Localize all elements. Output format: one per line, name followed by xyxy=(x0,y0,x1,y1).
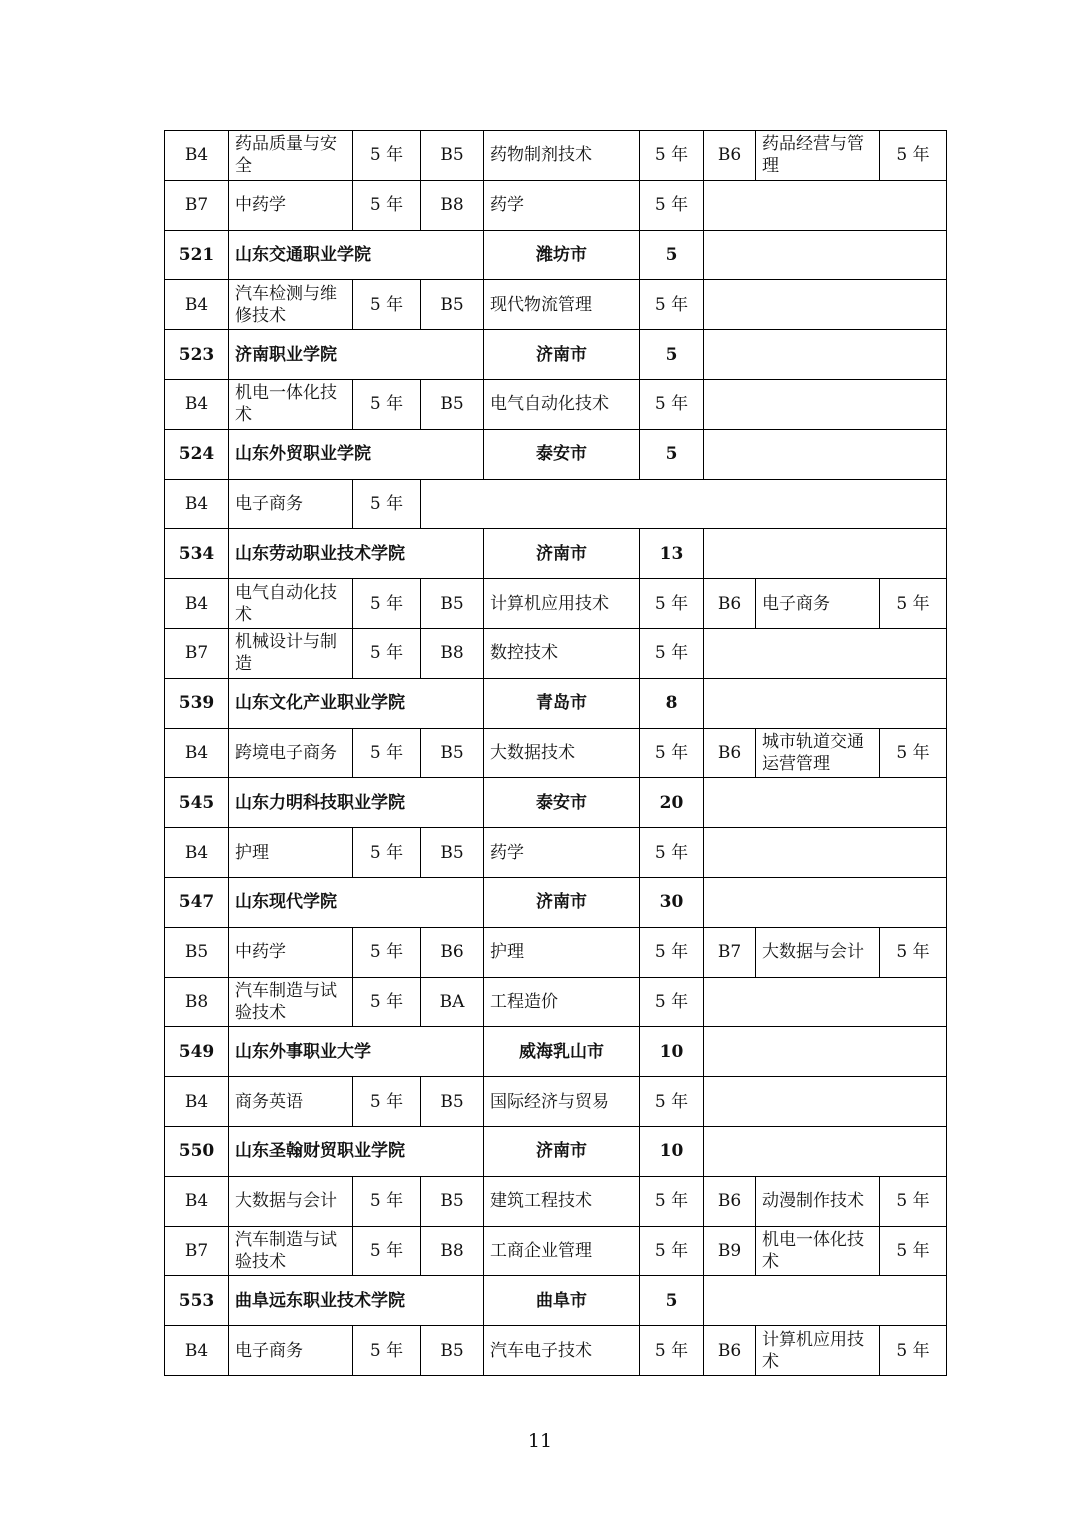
major-name: 动漫制作技术 xyxy=(756,1176,880,1226)
major-name: 大数据与会计 xyxy=(756,927,880,977)
major-row xyxy=(165,131,947,181)
empty-cell xyxy=(704,778,947,828)
major-code: B4 xyxy=(165,579,229,629)
page-number: 11 xyxy=(527,1430,553,1452)
major-code: B5 xyxy=(421,828,484,878)
major-code: B5 xyxy=(421,728,484,778)
enrollment-count: 13 xyxy=(640,529,704,579)
school-name: 济南职业学院 xyxy=(229,330,484,380)
school-city: 青岛市 xyxy=(484,678,640,728)
major-code: B4 xyxy=(165,280,229,330)
major-row xyxy=(165,927,947,977)
school-city: 曲阜市 xyxy=(484,1276,640,1326)
enrollment-count: 10 xyxy=(640,1126,704,1176)
major-duration: 5 年 xyxy=(640,927,704,977)
major-duration: 5 年 xyxy=(880,728,947,778)
major-duration: 5 年 xyxy=(640,1326,704,1376)
major-duration: 5 年 xyxy=(880,1176,947,1226)
empty-cell xyxy=(704,379,947,429)
empty-cell xyxy=(704,1126,947,1176)
major-duration: 5 年 xyxy=(353,180,421,230)
school-city: 济南市 xyxy=(484,1126,640,1176)
major-duration: 5 年 xyxy=(353,280,421,330)
major-code: B4 xyxy=(165,131,229,181)
major-name: 电子商务 xyxy=(229,1326,353,1376)
major-duration: 5 年 xyxy=(640,1077,704,1127)
major-name: 中药学 xyxy=(229,927,353,977)
major-row xyxy=(165,1226,947,1276)
major-name: 电气自动化技术 xyxy=(484,379,640,429)
empty-cell xyxy=(704,1077,947,1127)
major-duration: 5 年 xyxy=(640,1226,704,1276)
school-name: 山东圣翰财贸职业学院 xyxy=(229,1126,484,1176)
major-name: 汽车制造与试验技术 xyxy=(229,977,353,1027)
major-code: B5 xyxy=(165,927,229,977)
major-row xyxy=(165,628,947,678)
major-duration: 5 年 xyxy=(640,828,704,878)
major-row xyxy=(165,1326,947,1376)
major-name: 电气自动化技术 xyxy=(229,579,353,629)
major-name: 汽车检测与维修技术 xyxy=(229,280,353,330)
major-name: 大数据与会计 xyxy=(229,1176,353,1226)
school-code: 547 xyxy=(165,877,229,927)
major-row xyxy=(165,828,947,878)
major-code: B7 xyxy=(165,180,229,230)
school-name: 山东劳动职业技术学院 xyxy=(229,529,484,579)
enrollment-count: 20 xyxy=(640,778,704,828)
enrollment-count: 5 xyxy=(640,230,704,280)
school-row xyxy=(165,1276,947,1326)
major-code: B6 xyxy=(704,1176,756,1226)
major-name: 护理 xyxy=(229,828,353,878)
empty-cell xyxy=(704,330,947,380)
school-row xyxy=(165,877,947,927)
major-code: B8 xyxy=(421,628,484,678)
major-duration: 5 年 xyxy=(640,728,704,778)
major-name: 汽车电子技术 xyxy=(484,1326,640,1376)
major-code: B5 xyxy=(421,579,484,629)
school-name: 山东外贸职业学院 xyxy=(229,429,484,479)
major-duration: 5 年 xyxy=(640,628,704,678)
major-name: 机电一体化技术 xyxy=(756,1226,880,1276)
major-name: 电子商务 xyxy=(229,479,353,529)
major-duration: 5 年 xyxy=(353,579,421,629)
major-code: B6 xyxy=(704,1326,756,1376)
major-code: BA xyxy=(421,977,484,1027)
major-duration: 5 年 xyxy=(640,1176,704,1226)
empty-cell xyxy=(704,877,947,927)
major-name: 城市轨道交通运营管理 xyxy=(756,728,880,778)
empty-cell xyxy=(704,1027,947,1077)
major-duration: 5 年 xyxy=(353,1226,421,1276)
major-name: 商务英语 xyxy=(229,1077,353,1127)
major-code: B4 xyxy=(165,1077,229,1127)
major-code: B6 xyxy=(704,728,756,778)
school-name: 山东交通职业学院 xyxy=(229,230,484,280)
major-row xyxy=(165,728,947,778)
school-city: 威海乳山市 xyxy=(484,1027,640,1077)
empty-cell xyxy=(704,429,947,479)
major-name: 汽车制造与试验技术 xyxy=(229,1226,353,1276)
school-name: 山东文化产业职业学院 xyxy=(229,678,484,728)
major-code: B6 xyxy=(704,579,756,629)
major-duration: 5 年 xyxy=(353,379,421,429)
major-duration: 5 年 xyxy=(353,1077,421,1127)
school-row xyxy=(165,529,947,579)
empty-cell xyxy=(704,1276,947,1326)
school-row xyxy=(165,429,947,479)
empty-cell xyxy=(704,529,947,579)
school-code: 550 xyxy=(165,1126,229,1176)
school-row xyxy=(165,778,947,828)
major-name: 电子商务 xyxy=(756,579,880,629)
major-name: 数控技术 xyxy=(484,628,640,678)
major-duration: 5 年 xyxy=(353,1176,421,1226)
major-name: 中药学 xyxy=(229,180,353,230)
major-code: B5 xyxy=(421,280,484,330)
major-code: B7 xyxy=(165,628,229,678)
major-name: 建筑工程技术 xyxy=(484,1176,640,1226)
major-duration: 5 年 xyxy=(880,927,947,977)
school-city: 潍坊市 xyxy=(484,230,640,280)
school-code: 524 xyxy=(165,429,229,479)
major-code: B8 xyxy=(165,977,229,1027)
empty-cell xyxy=(704,828,947,878)
school-row xyxy=(165,330,947,380)
major-name: 机械设计与制造 xyxy=(229,628,353,678)
major-code: B5 xyxy=(421,1176,484,1226)
school-code: 534 xyxy=(165,529,229,579)
major-duration: 5 年 xyxy=(640,379,704,429)
major-name: 药品经营与管理 xyxy=(756,131,880,181)
major-code: B5 xyxy=(421,379,484,429)
major-code: B6 xyxy=(421,927,484,977)
major-name: 机电一体化技术 xyxy=(229,379,353,429)
enrollment-count: 5 xyxy=(640,1276,704,1326)
school-row xyxy=(165,1126,947,1176)
school-code: 539 xyxy=(165,678,229,728)
empty-cell xyxy=(704,678,947,728)
major-name: 计算机应用技术 xyxy=(756,1326,880,1376)
major-duration: 5 年 xyxy=(353,131,421,181)
major-code: B5 xyxy=(421,1326,484,1376)
enrollment-count: 30 xyxy=(640,877,704,927)
major-name: 大数据技术 xyxy=(484,728,640,778)
major-row xyxy=(165,1176,947,1226)
major-duration: 5 年 xyxy=(353,628,421,678)
major-name: 计算机应用技术 xyxy=(484,579,640,629)
major-name: 跨境电子商务 xyxy=(229,728,353,778)
empty-cell xyxy=(421,479,947,529)
school-code: 553 xyxy=(165,1276,229,1326)
major-name: 药学 xyxy=(484,180,640,230)
major-code: B4 xyxy=(165,479,229,529)
major-name: 国际经济与贸易 xyxy=(484,1077,640,1127)
school-code: 521 xyxy=(165,230,229,280)
admissions-table xyxy=(164,130,947,1376)
major-duration: 5 年 xyxy=(353,977,421,1027)
major-row xyxy=(165,977,947,1027)
major-code: B7 xyxy=(165,1226,229,1276)
major-code: B8 xyxy=(421,1226,484,1276)
major-code: B4 xyxy=(165,828,229,878)
major-name: 药品质量与安全 xyxy=(229,131,353,181)
school-code: 545 xyxy=(165,778,229,828)
major-row xyxy=(165,1077,947,1127)
school-code: 549 xyxy=(165,1027,229,1077)
major-duration: 5 年 xyxy=(640,180,704,230)
school-city: 济南市 xyxy=(484,330,640,380)
school-city: 泰安市 xyxy=(484,429,640,479)
major-name: 工程造价 xyxy=(484,977,640,1027)
major-code: B4 xyxy=(165,1326,229,1376)
empty-cell xyxy=(704,230,947,280)
major-code: B6 xyxy=(704,131,756,181)
enrollment-count: 10 xyxy=(640,1027,704,1077)
major-duration: 5 年 xyxy=(353,479,421,529)
enrollment-count: 5 xyxy=(640,429,704,479)
enrollment-count: 5 xyxy=(640,330,704,380)
school-name: 曲阜远东职业技术学院 xyxy=(229,1276,484,1326)
major-code: B9 xyxy=(704,1226,756,1276)
major-row xyxy=(165,579,947,629)
major-code: B7 xyxy=(704,927,756,977)
school-row xyxy=(165,230,947,280)
major-name: 药物制剂技术 xyxy=(484,131,640,181)
major-name: 工商企业管理 xyxy=(484,1226,640,1276)
major-duration: 5 年 xyxy=(640,131,704,181)
enrollment-count: 8 xyxy=(640,678,704,728)
major-code: B5 xyxy=(421,131,484,181)
school-city: 泰安市 xyxy=(484,778,640,828)
major-code: B5 xyxy=(421,1077,484,1127)
major-name: 护理 xyxy=(484,927,640,977)
major-duration: 5 年 xyxy=(880,1326,947,1376)
major-name: 药学 xyxy=(484,828,640,878)
major-duration: 5 年 xyxy=(880,131,947,181)
school-name: 山东力明科技职业学院 xyxy=(229,778,484,828)
major-duration: 5 年 xyxy=(640,579,704,629)
major-duration: 5 年 xyxy=(640,280,704,330)
major-row xyxy=(165,379,947,429)
major-name: 现代物流管理 xyxy=(484,280,640,330)
major-duration: 5 年 xyxy=(353,927,421,977)
school-row xyxy=(165,1027,947,1077)
major-duration: 5 年 xyxy=(880,1226,947,1276)
school-row xyxy=(165,678,947,728)
school-city: 济南市 xyxy=(484,529,640,579)
empty-cell xyxy=(704,180,947,230)
major-code: B4 xyxy=(165,1176,229,1226)
major-duration: 5 年 xyxy=(353,1326,421,1376)
empty-cell xyxy=(704,628,947,678)
major-code: B4 xyxy=(165,379,229,429)
major-code: B8 xyxy=(421,180,484,230)
school-name: 山东现代学院 xyxy=(229,877,484,927)
school-city: 济南市 xyxy=(484,877,640,927)
major-duration: 5 年 xyxy=(353,728,421,778)
school-name: 山东外事职业大学 xyxy=(229,1027,484,1077)
major-row xyxy=(165,280,947,330)
empty-cell xyxy=(704,977,947,1027)
major-code: B4 xyxy=(165,728,229,778)
major-row xyxy=(165,180,947,230)
empty-cell xyxy=(704,280,947,330)
major-row xyxy=(165,479,947,529)
school-code: 523 xyxy=(165,330,229,380)
major-duration: 5 年 xyxy=(640,977,704,1027)
major-duration: 5 年 xyxy=(880,579,947,629)
major-duration: 5 年 xyxy=(353,828,421,878)
